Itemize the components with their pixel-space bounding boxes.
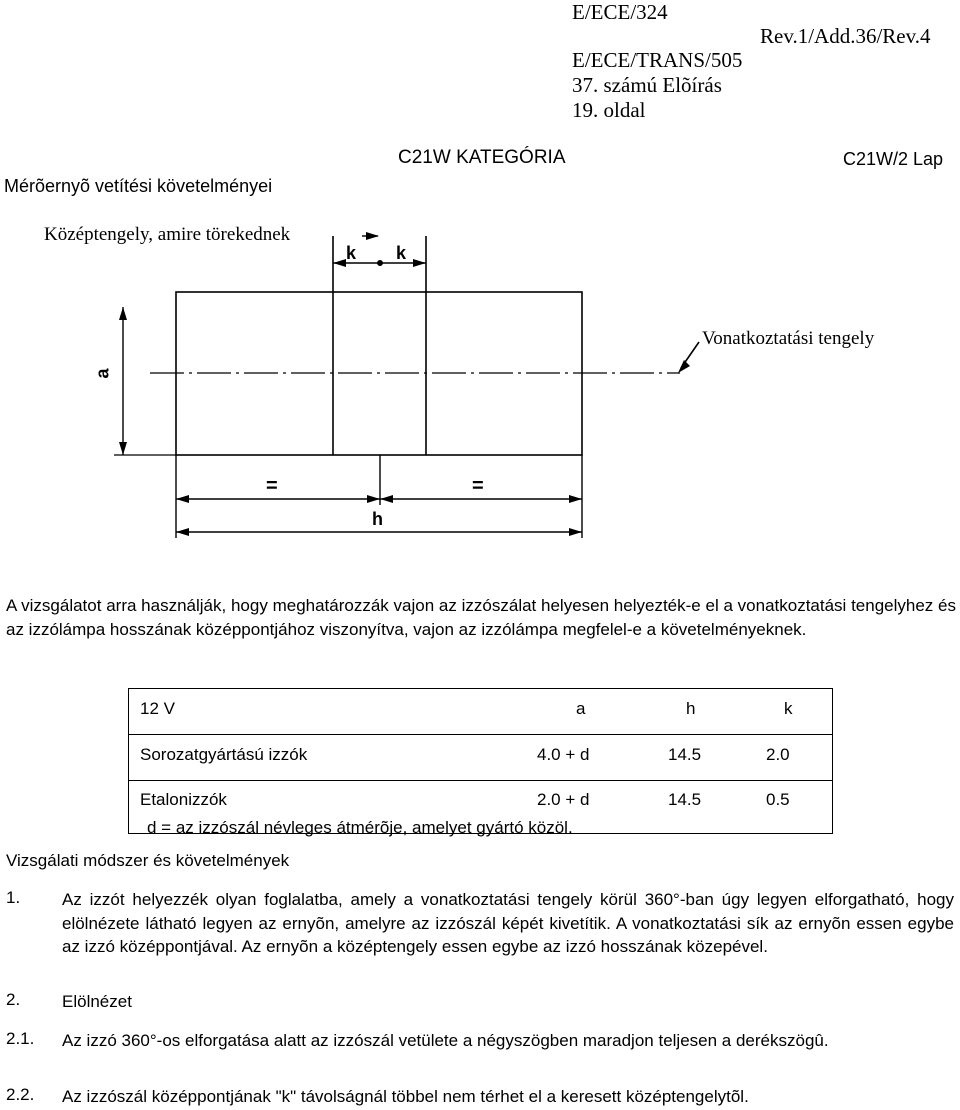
item-text: Az izzó 360°-os elforgatása alatt az izzószál vetülete a négyszögben maradjon teljesen a derékszögû.: [62, 1031, 829, 1050]
intro-paragraph: A vizsgálatot arra használják, hogy meghatározzák vajon az izzószálat helyesen helyezték-e el a vonatkoztatási tengelyhez és az izzólámpa hosszának középpontjához viszonyítva, vajon az izzólámpa megfelel-e a követelményeknek.: [6, 596, 956, 639]
table-divider-1: [128, 734, 833, 735]
item-text: Elölnézet: [62, 992, 132, 1011]
item-text: Az izzót helyezzék olyan foglalatba, amely a vonatkoztatási tengely körül 360°-ban úgy legyen elforgatható, hogy elölnézete látható legyen az ernyõn, amelyre az izzószál képét kivetítik. A vonatkoztatási sík az ernyõn essen egybe az izzó középpontjával. Az ernyõn a középtengely essen egybe az izzó hosszának közepével.: [62, 890, 954, 956]
table-row-label: Sorozatgyártású izzók: [140, 745, 308, 764]
dim-a-label: a: [92, 368, 113, 379]
item-text: Az izzószál középpontjának "k" távolságnál többel nem térhet el a keresett középtengelytõl.: [62, 1087, 749, 1106]
item-number: 1.: [6, 888, 21, 907]
table-divider-2: [128, 780, 833, 781]
dim-eq-right-label: =: [472, 475, 484, 497]
category-title: C21W KATEGÓRIA: [398, 147, 566, 168]
table-cell-k: 0.5: [766, 790, 790, 809]
k-arrow-head: [366, 232, 379, 240]
dim-k-right-label: k: [396, 243, 407, 263]
doc-revision: Rev.1/Add.36/Rev.4: [760, 24, 931, 48]
table-footnote: d = az izzószál névleges átmérõje, amelyet gyártó közöl.: [147, 818, 573, 837]
item-number: 2.1.: [6, 1029, 35, 1048]
doc-symbol-1: E/ECE/324: [572, 0, 668, 24]
methods-title: Vizsgálati módszer és követelmények: [6, 851, 290, 870]
item-number: 2.: [6, 990, 21, 1009]
table-header-voltage: 12 V: [140, 699, 175, 718]
doc-symbol-2: E/ECE/TRANS/505: [572, 48, 743, 72]
regulation-number: 37. számú Elõírás: [572, 73, 722, 97]
center-axis-label: Középtengely, amire törekednek: [44, 224, 291, 245]
table-cell-k: 2.0: [766, 745, 790, 764]
dim-k-left-label: k: [346, 243, 357, 263]
page-number: 19. oldal: [572, 98, 646, 122]
screen-projection-title: Mérõernyõ vetítési követelményei: [4, 176, 273, 196]
table-header-k: k: [784, 699, 793, 718]
table-cell-a: 2.0 + d: [537, 790, 590, 809]
table-header-h: h: [686, 699, 696, 718]
reference-axis-label: Vonatkoztatási tengely: [702, 328, 875, 349]
table-cell-a: 4.0 + d: [537, 745, 590, 764]
dim-h-label: h: [372, 509, 383, 529]
item-number: 2.2.: [6, 1085, 35, 1104]
sheet-title: C21W/2 Lap: [843, 149, 944, 169]
dim-eq-left-label: =: [266, 475, 278, 497]
table-header-a: a: [576, 699, 586, 718]
table-row-label: Etalonizzók: [140, 790, 227, 809]
table-cell-h: 14.5: [668, 790, 702, 809]
table-cell-h: 14.5: [668, 745, 702, 764]
